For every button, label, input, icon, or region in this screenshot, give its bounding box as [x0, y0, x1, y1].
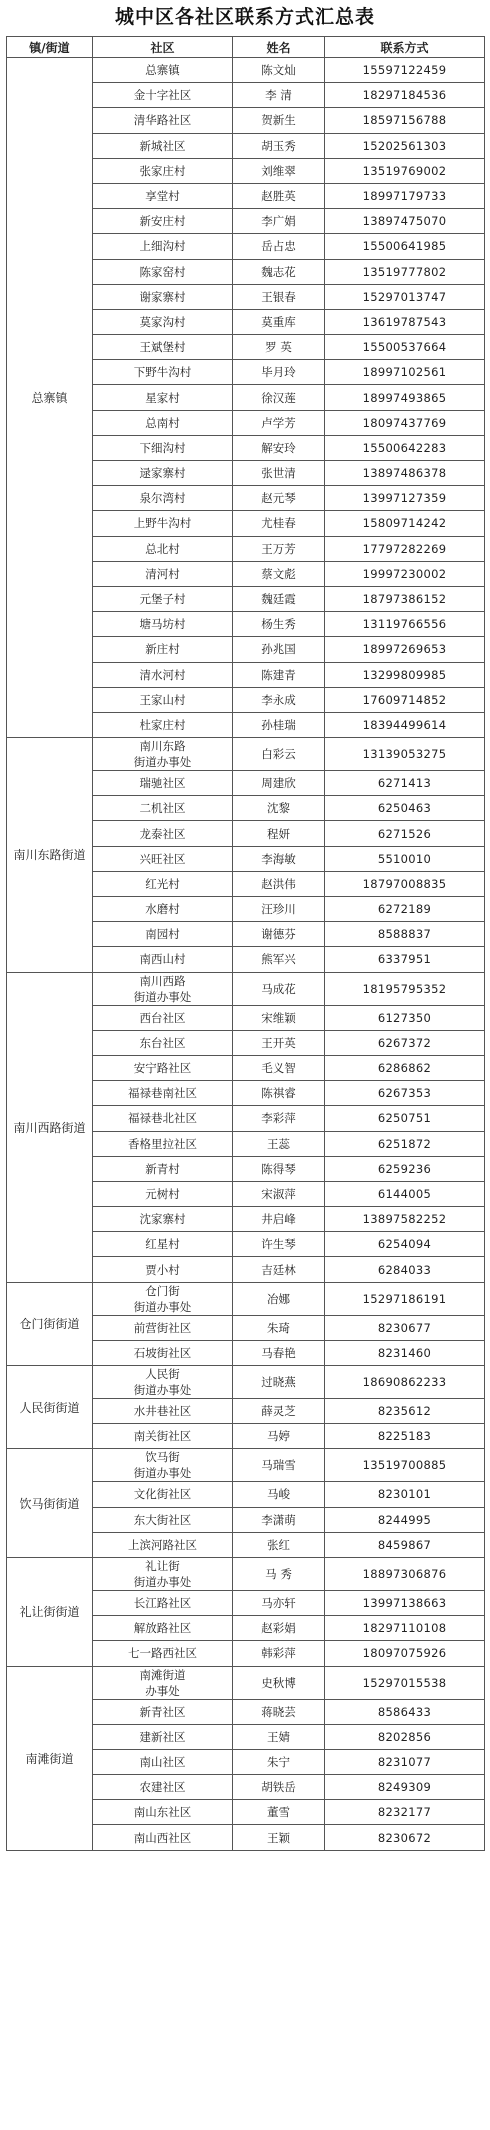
town-cell: 人民街街道 — [7, 1366, 93, 1449]
community-cell: 享堂村 — [93, 183, 233, 208]
name-cell: 韩彩萍 — [233, 1641, 325, 1666]
community-cell: 下野牛沟村 — [93, 360, 233, 385]
phone-cell: 13139053275 — [325, 738, 485, 771]
community-cell: 南山东社区 — [93, 1800, 233, 1825]
phone-cell: 19997230002 — [325, 561, 485, 586]
phone-cell: 18690862233 — [325, 1366, 485, 1399]
name-cell: 李海敏 — [233, 846, 325, 871]
table-row — [7, 1666, 485, 1699]
community-cell: 谢家寨村 — [93, 284, 233, 309]
header-row — [7, 37, 485, 58]
name-cell: 马 秀 — [233, 1557, 325, 1590]
name-cell: 井启峰 — [233, 1207, 325, 1232]
community-cell: 元堡子村 — [93, 586, 233, 611]
name-cell: 冶娜 — [233, 1282, 325, 1315]
name-cell: 马春艳 — [233, 1340, 325, 1365]
phone-cell: 18997102561 — [325, 360, 485, 385]
name-cell: 朱琦 — [233, 1315, 325, 1340]
community-cell: 清华路社区 — [93, 108, 233, 133]
community-cell: 安宁路社区 — [93, 1055, 233, 1080]
name-cell: 马婷 — [233, 1424, 325, 1449]
phone-cell: 15297186191 — [325, 1282, 485, 1315]
community-cell: 南园村 — [93, 922, 233, 947]
name-cell: 罗 英 — [233, 335, 325, 360]
community-cell: 南山社区 — [93, 1749, 233, 1774]
town-cell: 仓门街街道 — [7, 1282, 93, 1365]
phone-cell: 15500537664 — [325, 335, 485, 360]
phone-cell: 18195795352 — [325, 972, 485, 1005]
phone-cell: 18997493865 — [325, 385, 485, 410]
table-row — [7, 1366, 485, 1399]
phone-cell: 8230101 — [325, 1482, 485, 1507]
community-cell: 南山西社区 — [93, 1825, 233, 1850]
name-cell: 莫重库 — [233, 309, 325, 334]
community-cell: 泉尔湾村 — [93, 486, 233, 511]
table-body — [7, 58, 485, 1851]
name-cell: 岳占忠 — [233, 234, 325, 259]
community-cell: 东台社区 — [93, 1030, 233, 1055]
phone-cell: 6271526 — [325, 821, 485, 846]
community-cell: 上细沟村 — [93, 234, 233, 259]
phone-cell: 6259236 — [325, 1156, 485, 1181]
phone-cell: 18997179733 — [325, 183, 485, 208]
phone-cell: 17797282269 — [325, 536, 485, 561]
name-cell: 王颖 — [233, 1825, 325, 1850]
community-cell: 水磨村 — [93, 897, 233, 922]
community-cell: 总北村 — [93, 536, 233, 561]
community-cell: 龙泰社区 — [93, 821, 233, 846]
community-cell: 福禄巷北社区 — [93, 1106, 233, 1131]
community-cell: 新庄村 — [93, 637, 233, 662]
community-cell: 农建社区 — [93, 1775, 233, 1800]
phone-cell: 13897475070 — [325, 209, 485, 234]
community-cell: 张家庄村 — [93, 158, 233, 183]
name-cell: 毛义智 — [233, 1055, 325, 1080]
phone-cell: 8230677 — [325, 1315, 485, 1340]
name-cell: 宋淑萍 — [233, 1181, 325, 1206]
community-cell: 东大街社区 — [93, 1507, 233, 1532]
community-cell: 王斌堡村 — [93, 335, 233, 360]
name-cell: 王开英 — [233, 1030, 325, 1055]
phone-cell: 8231077 — [325, 1749, 485, 1774]
community-cell: 新青村 — [93, 1156, 233, 1181]
contact-table — [6, 36, 485, 1851]
phone-cell: 18897306876 — [325, 1557, 485, 1590]
name-cell: 陈建青 — [233, 662, 325, 687]
town-cell: 南川西路街道 — [7, 972, 93, 1282]
name-cell: 胡铁岳 — [233, 1775, 325, 1800]
phone-cell: 18297110108 — [325, 1616, 485, 1641]
phone-cell: 5510010 — [325, 846, 485, 871]
phone-cell: 8459867 — [325, 1532, 485, 1557]
phone-cell: 18097437769 — [325, 410, 485, 435]
phone-cell: 13519700885 — [325, 1449, 485, 1482]
phone-cell: 15297013747 — [325, 284, 485, 309]
name-cell: 白彩云 — [233, 738, 325, 771]
name-cell: 魏廷霞 — [233, 586, 325, 611]
community-cell: 石坡街社区 — [93, 1340, 233, 1365]
phone-cell: 6337951 — [325, 947, 485, 972]
table-row — [7, 1282, 485, 1315]
community-cell: 二机社区 — [93, 796, 233, 821]
community-cell: 南滩街道 办事处 — [93, 1666, 233, 1699]
name-cell: 孙桂瑞 — [233, 712, 325, 737]
community-cell: 瑞驰社区 — [93, 771, 233, 796]
table-row — [7, 972, 485, 1005]
name-cell: 尤桂春 — [233, 511, 325, 536]
community-cell: 兴旺社区 — [93, 846, 233, 871]
phone-cell: 18997269653 — [325, 637, 485, 662]
phone-cell: 18597156788 — [325, 108, 485, 133]
name-cell: 毕月玲 — [233, 360, 325, 385]
community-cell: 贾小村 — [93, 1257, 233, 1282]
community-cell: 文化街社区 — [93, 1482, 233, 1507]
table-row — [7, 58, 485, 83]
name-cell: 谢德芬 — [233, 922, 325, 947]
phone-cell: 18097075926 — [325, 1641, 485, 1666]
community-cell: 南川西路 街道办事处 — [93, 972, 233, 1005]
header-community: 社区 — [93, 37, 233, 58]
phone-cell: 8586433 — [325, 1699, 485, 1724]
phone-cell: 13519769002 — [325, 158, 485, 183]
community-cell: 前营街社区 — [93, 1315, 233, 1340]
community-cell: 水井巷社区 — [93, 1399, 233, 1424]
phone-cell: 6267353 — [325, 1081, 485, 1106]
community-cell: 清河村 — [93, 561, 233, 586]
table-row — [7, 1557, 485, 1590]
community-cell: 王家山村 — [93, 687, 233, 712]
phone-cell: 15597122459 — [325, 58, 485, 83]
community-cell: 金十字社区 — [93, 83, 233, 108]
phone-cell: 8249309 — [325, 1775, 485, 1800]
name-cell: 李潇萌 — [233, 1507, 325, 1532]
community-cell: 塘马坊村 — [93, 612, 233, 637]
community-cell: 总寨镇 — [93, 58, 233, 83]
name-cell: 孙兆国 — [233, 637, 325, 662]
name-cell: 董雪 — [233, 1800, 325, 1825]
phone-cell: 6286862 — [325, 1055, 485, 1080]
name-cell: 徐汉莲 — [233, 385, 325, 410]
name-cell: 刘维翠 — [233, 158, 325, 183]
community-cell: 礼让街 街道办事处 — [93, 1557, 233, 1590]
community-cell: 七一路西社区 — [93, 1641, 233, 1666]
phone-cell: 6272189 — [325, 897, 485, 922]
community-cell: 新青社区 — [93, 1699, 233, 1724]
name-cell: 王银春 — [233, 284, 325, 309]
phone-cell: 6250751 — [325, 1106, 485, 1131]
community-cell: 南关街社区 — [93, 1424, 233, 1449]
community-cell: 长江路社区 — [93, 1590, 233, 1615]
community-cell: 人民街 街道办事处 — [93, 1366, 233, 1399]
phone-cell: 6144005 — [325, 1181, 485, 1206]
phone-cell: 6267372 — [325, 1030, 485, 1055]
name-cell: 赵彩娟 — [233, 1616, 325, 1641]
community-cell: 新城社区 — [93, 133, 233, 158]
phone-cell: 8225183 — [325, 1424, 485, 1449]
community-cell: 仓门街 街道办事处 — [93, 1282, 233, 1315]
name-cell: 马峻 — [233, 1482, 325, 1507]
name-cell: 吉廷林 — [233, 1257, 325, 1282]
phone-cell: 8588837 — [325, 922, 485, 947]
name-cell: 贺新生 — [233, 108, 325, 133]
community-cell: 建新社区 — [93, 1724, 233, 1749]
phone-cell: 6284033 — [325, 1257, 485, 1282]
phone-cell: 17609714852 — [325, 687, 485, 712]
name-cell: 许生琴 — [233, 1232, 325, 1257]
phone-cell: 6250463 — [325, 796, 485, 821]
name-cell: 解安玲 — [233, 435, 325, 460]
name-cell: 沈黎 — [233, 796, 325, 821]
community-cell: 元树村 — [93, 1181, 233, 1206]
phone-cell: 6127350 — [325, 1005, 485, 1030]
community-cell: 上野牛沟村 — [93, 511, 233, 536]
town-cell: 南川东路街道 — [7, 738, 93, 973]
phone-cell: 13997127359 — [325, 486, 485, 511]
name-cell: 蔡文彪 — [233, 561, 325, 586]
phone-cell: 6271413 — [325, 771, 485, 796]
name-cell: 张世清 — [233, 461, 325, 486]
community-cell: 总南村 — [93, 410, 233, 435]
phone-cell: 8230672 — [325, 1825, 485, 1850]
name-cell: 蒋晓芸 — [233, 1699, 325, 1724]
phone-cell: 8202856 — [325, 1724, 485, 1749]
community-cell: 西台社区 — [93, 1005, 233, 1030]
community-cell: 上滨河路社区 — [93, 1532, 233, 1557]
name-cell: 王婧 — [233, 1724, 325, 1749]
name-cell: 王万芳 — [233, 536, 325, 561]
name-cell: 陈文灿 — [233, 58, 325, 83]
community-cell: 南川东路 街道办事处 — [93, 738, 233, 771]
name-cell: 马瑞雪 — [233, 1449, 325, 1482]
phone-cell: 15202561303 — [325, 133, 485, 158]
phone-cell: 13897486378 — [325, 461, 485, 486]
name-cell: 李彩萍 — [233, 1106, 325, 1131]
name-cell: 陈得琴 — [233, 1156, 325, 1181]
header-name: 姓名 — [233, 37, 325, 58]
community-cell: 逯家寨村 — [93, 461, 233, 486]
community-cell: 新安庄村 — [93, 209, 233, 234]
name-cell: 宋维颖 — [233, 1005, 325, 1030]
name-cell: 程妍 — [233, 821, 325, 846]
table-row — [7, 1449, 485, 1482]
name-cell: 赵元琴 — [233, 486, 325, 511]
name-cell: 陈祺睿 — [233, 1081, 325, 1106]
name-cell: 魏志花 — [233, 259, 325, 284]
phone-cell: 13119766556 — [325, 612, 485, 637]
community-cell: 莫家沟村 — [93, 309, 233, 334]
phone-cell: 18394499614 — [325, 712, 485, 737]
community-cell: 清水河村 — [93, 662, 233, 687]
phone-cell: 8244995 — [325, 1507, 485, 1532]
community-cell: 红星村 — [93, 1232, 233, 1257]
name-cell: 王蕊 — [233, 1131, 325, 1156]
table-row — [7, 738, 485, 771]
name-cell: 李永成 — [233, 687, 325, 712]
community-cell: 杜家庄村 — [93, 712, 233, 737]
name-cell: 赵胜英 — [233, 183, 325, 208]
community-cell: 红光村 — [93, 871, 233, 896]
phone-cell: 13299809985 — [325, 662, 485, 687]
phone-cell: 6254094 — [325, 1232, 485, 1257]
phone-cell: 15809714242 — [325, 511, 485, 536]
community-cell: 南西山村 — [93, 947, 233, 972]
phone-cell: 15500641985 — [325, 234, 485, 259]
header-phone: 联系方式 — [325, 37, 485, 58]
phone-cell: 13997138663 — [325, 1590, 485, 1615]
name-cell: 薛灵芝 — [233, 1399, 325, 1424]
community-cell: 下细沟村 — [93, 435, 233, 460]
town-cell: 总寨镇 — [7, 58, 93, 738]
name-cell: 赵洪伟 — [233, 871, 325, 896]
name-cell: 李 清 — [233, 83, 325, 108]
name-cell: 张红 — [233, 1532, 325, 1557]
community-cell: 饮马街 街道办事处 — [93, 1449, 233, 1482]
phone-cell: 18297184536 — [325, 83, 485, 108]
name-cell: 马亦轩 — [233, 1590, 325, 1615]
town-cell: 饮马街街道 — [7, 1449, 93, 1558]
phone-cell: 8235612 — [325, 1399, 485, 1424]
phone-cell: 15297015538 — [325, 1666, 485, 1699]
phone-cell: 13897582252 — [325, 1207, 485, 1232]
phone-cell: 15500642283 — [325, 435, 485, 460]
community-cell: 星家村 — [93, 385, 233, 410]
phone-cell: 18797386152 — [325, 586, 485, 611]
name-cell: 熊军兴 — [233, 947, 325, 972]
name-cell: 胡玉秀 — [233, 133, 325, 158]
header-town: 镇/街道 — [7, 37, 93, 58]
town-cell: 礼让街街道 — [7, 1557, 93, 1666]
name-cell: 卢学芳 — [233, 410, 325, 435]
community-cell: 沈家寨村 — [93, 1207, 233, 1232]
name-cell: 杨生秀 — [233, 612, 325, 637]
phone-cell: 6251872 — [325, 1131, 485, 1156]
page-title: 城中区各社区联系方式汇总表 — [114, 6, 375, 28]
name-cell: 周建欣 — [233, 771, 325, 796]
town-cell: 南滩街道 — [7, 1666, 93, 1850]
name-cell: 朱宁 — [233, 1749, 325, 1774]
name-cell: 过晓燕 — [233, 1366, 325, 1399]
community-cell: 陈家窑村 — [93, 259, 233, 284]
name-cell: 汪珍川 — [233, 897, 325, 922]
phone-cell: 8231460 — [325, 1340, 485, 1365]
name-cell: 李广娟 — [233, 209, 325, 234]
name-cell: 史秋博 — [233, 1666, 325, 1699]
phone-cell: 13519777802 — [325, 259, 485, 284]
community-cell: 福禄巷南社区 — [93, 1081, 233, 1106]
phone-cell: 18797008835 — [325, 871, 485, 896]
phone-cell: 8232177 — [325, 1800, 485, 1825]
phone-cell: 13619787543 — [325, 309, 485, 334]
name-cell: 马成花 — [233, 972, 325, 1005]
community-cell: 香格里拉社区 — [93, 1131, 233, 1156]
community-cell: 解放路社区 — [93, 1616, 233, 1641]
